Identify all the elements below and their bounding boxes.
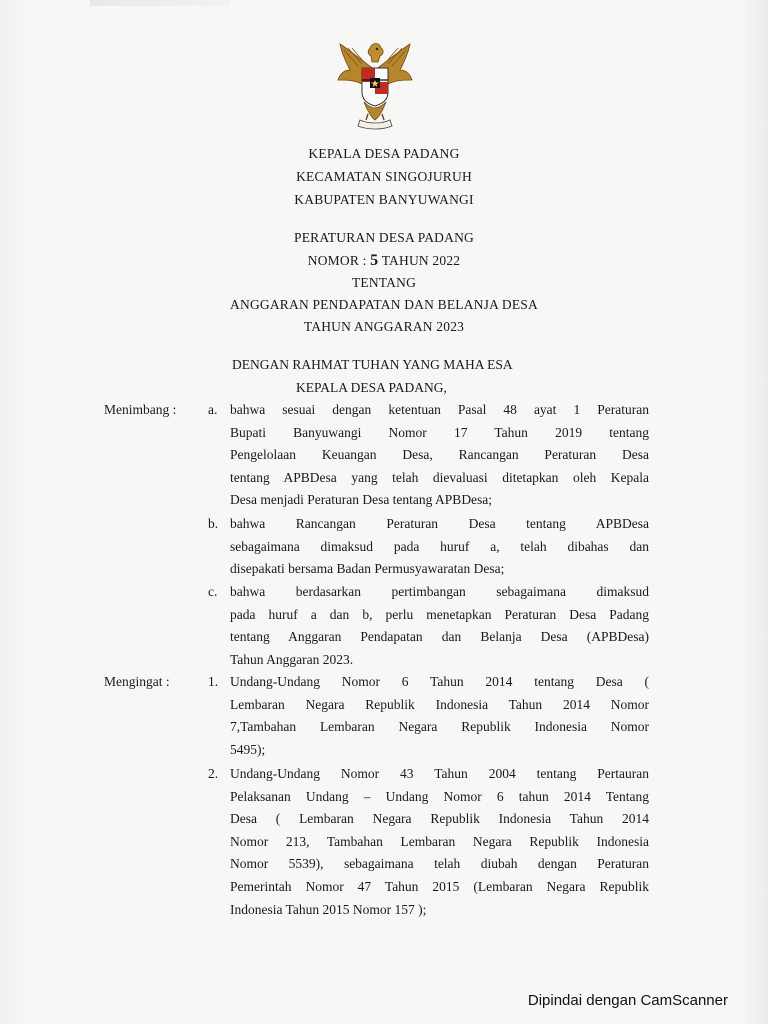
text-line: Desa menjadi Peraturan Desa tentang APBDesa; [230, 492, 493, 508]
text-line: tentang Anggaran Pendapatan dan Belanja Desa (APBDesa) [230, 629, 649, 645]
text-line: Undang-Undang Nomor 43 Tahun 2004 tentang Pertauran [230, 766, 649, 781]
menimbang-marker-b: b. [208, 516, 219, 531]
text-line: Pelaksanan Undang – Undang Nomor 6 tahun 2014 Tentang [230, 788, 649, 804]
menimbang-marker-a: a. [208, 402, 218, 417]
mengingat-marker-1: 1. [208, 674, 219, 689]
text-line: Lembaran Negara Republik Indonesia Tahun 2014 Nomor [230, 696, 649, 712]
text-line: Tahun Anggaran 2023. [230, 651, 354, 667]
text-line: Pemerintah Nomor 47 Tahun 2015 (Lembaran Negara Republik [230, 878, 649, 894]
text-line: tentang APBDesa yang telah dievaluasi ditetapkan oleh Kepala [230, 469, 649, 485]
text-line: 7,Tambahan Lembaran Negara Republik Indonesia Nomor [230, 719, 649, 735]
scanner-watermark: Dipindai dengan CamScanner [527, 992, 728, 1009]
menimbang-item-b [230, 513, 649, 581]
text-line: bahwa Rancangan Peraturan Desa tentang APBDesa [230, 516, 649, 531]
text-line: Pengelolaan Keuangan Desa, Rancangan Peraturan Desa [230, 447, 649, 463]
text-line: sebagaimana dimaksud pada huruf a, telah dibahas dan [230, 538, 649, 554]
mengingat-marker-2: 2. [208, 766, 219, 781]
preamble-line-1: DENGAN RAHMAT TUHAN YANG MAHA ESA [232, 357, 513, 372]
text-line: Undang-Undang Nomor 6 Tahun 2014 tentang Desa ( [230, 674, 649, 689]
menimbang-item-a [230, 399, 649, 512]
text-line: bahwa sesuai dengan ketentuan Pasal 48 ayat 1 Peraturan [230, 402, 649, 417]
text-line: pada huruf a dan b, perlu menetapkan Peraturan Desa Padang [230, 606, 649, 622]
scan-artifact [90, 0, 230, 6]
number-value: 5 [370, 252, 379, 269]
header-line-village-head: KEPALA DESA PADANG [308, 146, 460, 161]
mengingat-item-2 [230, 763, 649, 921]
regulation-subject: ANGGARAN PENDAPATAN DAN BELANJA DESA [230, 297, 538, 312]
text-line: Bupati Banyuwangi Nomor 17 Tahun 2019 tentang [230, 424, 649, 440]
number-prefix: NOMOR : [307, 253, 367, 268]
menimbang-marker-c: c. [208, 584, 218, 599]
regulation-title: PERATURAN DESA PADANG [294, 230, 474, 245]
regulation-fiscal-year: TAHUN ANGGARAN 2023 [303, 319, 465, 334]
mengingat-item-1 [230, 671, 649, 761]
text-line: disepakati bersama Badan Permusyawaratan Desa; [230, 561, 505, 577]
menimbang-item-c [230, 581, 649, 671]
text-line: Desa ( Lembaran Negara Republik Indonesia Tahun 2014 [230, 811, 649, 827]
mengingat-label: Mengingat : [104, 674, 170, 689]
text-line: bahwa berdasarkan pertimbangan sebagaimana dimaksud [230, 584, 649, 599]
regulation-about: TENTANG [351, 275, 417, 290]
number-suffix: TAHUN 2022 [381, 253, 461, 268]
regulation-number [0, 252, 768, 270]
header-line-subdistrict: KECAMATAN SINGOJURUH [296, 169, 472, 184]
text-line: Nomor 213, Tambahan Lembaran Negara Republik Indonesia [230, 833, 649, 849]
text-line: 5495); [230, 741, 266, 757]
header-line-regency: KABUPATEN BANYUWANGI [294, 192, 474, 207]
text-line: Indonesia Tahun 2015 Nomor 157 ); [230, 901, 427, 917]
garuda-emblem-icon [334, 40, 416, 132]
preamble-line-2: KEPALA DESA PADANG, [296, 380, 447, 395]
menimbang-label: Menimbang : [104, 402, 177, 417]
text-line: Nomor 5539), sebagaimana telah diubah dengan Peraturan [230, 856, 649, 872]
